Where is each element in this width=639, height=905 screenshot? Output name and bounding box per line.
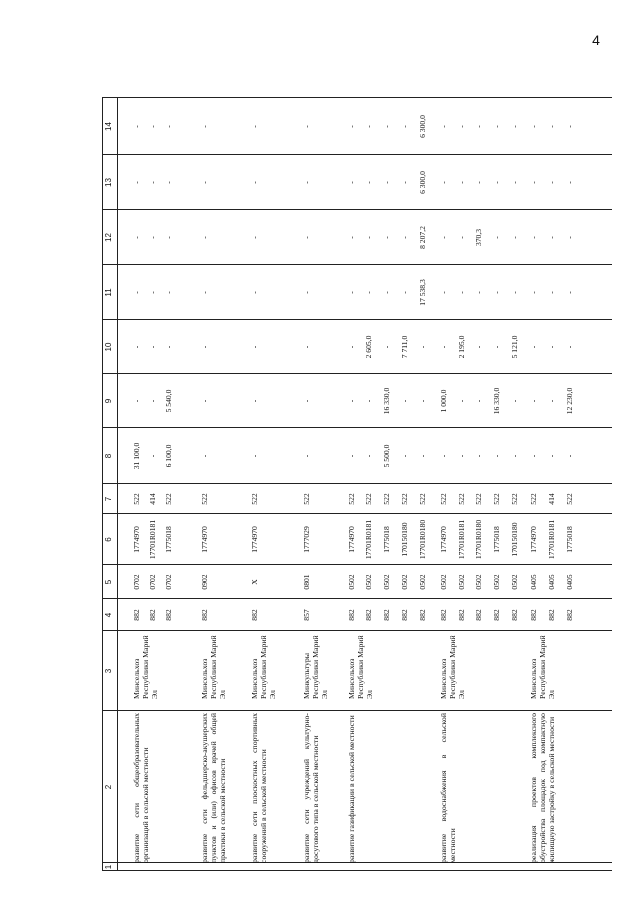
column-number: 6: [104, 537, 113, 542]
table-cell: -: [382, 345, 391, 349]
row-description: развитие сети общеобразовательных организаций в сельской местности: [132, 713, 151, 863]
table-cell: -: [364, 454, 373, 458]
table-cell: -: [457, 454, 466, 458]
table-cell: 414: [547, 493, 556, 505]
table-cell: -: [439, 236, 448, 239]
table-cell: 0405: [529, 574, 538, 590]
table-cell: 882: [347, 609, 356, 621]
table-cell: 1774970: [200, 526, 209, 553]
table-cell: -: [457, 236, 466, 239]
table-cell: -: [400, 291, 409, 294]
table-cell: -: [382, 236, 391, 239]
row-description: развитие сети учреждений культурно-досугового типа в сельской местности: [302, 713, 321, 863]
column-number: 4: [104, 612, 113, 618]
table-cell: -: [565, 181, 574, 184]
table-cell: 522: [418, 493, 427, 505]
row-description: развитие газификации в сельской местности: [347, 715, 356, 863]
table-cell: -: [400, 236, 409, 239]
table-cell: -: [200, 399, 209, 403]
table-cell: -: [382, 125, 391, 128]
table-cell: -: [474, 125, 483, 128]
table-cell: -: [132, 181, 141, 184]
table-cell: -: [148, 454, 157, 458]
table-cell: -: [347, 399, 356, 403]
table-cell: 882: [148, 609, 157, 621]
table-cell: 522: [132, 493, 141, 505]
table-cell: -: [418, 399, 427, 403]
row-executor: Минсельхоз Республики Марий Эл: [250, 635, 278, 699]
table-cell: 857: [302, 609, 311, 621]
table-cell: -: [200, 236, 209, 239]
table-cell: -: [200, 345, 209, 349]
table-cell: 522: [510, 493, 519, 505]
table-cell: 0502: [364, 574, 373, 590]
table-cell: -: [457, 125, 466, 128]
table-cell: 1775018: [565, 526, 574, 553]
table-cell: 31 100,0: [132, 442, 141, 470]
column-number: 3: [104, 668, 113, 674]
table-cell: -: [148, 236, 157, 239]
table-cell: -: [200, 291, 209, 294]
table-cell: -: [547, 236, 556, 239]
row-description: реализация проектов комплексного обустройства площадок под компактную жилищную застройку в сельской местности: [529, 713, 557, 863]
table-cell: -: [565, 345, 574, 349]
table-cell: 522: [200, 493, 209, 505]
table-cell: -: [250, 125, 259, 128]
table-cell: 1774970: [439, 526, 448, 553]
table-cell: 16 330,0: [492, 387, 501, 415]
row-executor: Минсельхоз Республики Марий Эл: [200, 635, 228, 699]
table-cell: 1 000,0: [439, 389, 448, 413]
column-number: 8: [104, 453, 113, 459]
table-cell: -: [565, 236, 574, 239]
row-description: развитие сети фельдшерско-акушерских пунктов и (или) офисов врачей общей практики в сельской местности: [200, 713, 228, 863]
table-cell: -: [148, 125, 157, 128]
table-cell: 522: [164, 493, 173, 505]
table-cell: 17701R0180: [474, 519, 483, 560]
table-cell: -: [474, 291, 483, 294]
column-number: 9: [104, 398, 113, 404]
column-number: 11: [104, 288, 113, 297]
table-cell: -: [418, 345, 427, 349]
table-cell: -: [529, 236, 538, 239]
table-cell: -: [529, 399, 538, 403]
column-divider: [102, 870, 612, 871]
table-cell: -: [164, 291, 173, 294]
table-cell: -: [547, 181, 556, 184]
table-cell: 522: [457, 493, 466, 505]
table-cell: -: [347, 181, 356, 184]
column-number: 14: [104, 122, 113, 131]
table-cell: -: [529, 345, 538, 349]
table-cell: 882: [132, 609, 141, 621]
table-cell: -: [474, 345, 483, 349]
table-cell: -: [400, 454, 409, 458]
table-cell: -: [364, 125, 373, 128]
table-cell: -: [364, 399, 373, 403]
table-cell: -: [457, 181, 466, 184]
table-cell: -: [492, 125, 501, 128]
row-description: развитие водоснабжения в сельской местности: [439, 713, 458, 863]
table-cell: -: [250, 345, 259, 349]
table-cell: -: [492, 345, 501, 349]
column-number: 1: [104, 864, 113, 870]
column-number: 7: [104, 496, 113, 502]
table-cell: 17701R0181: [364, 519, 373, 560]
table-cell: 0502: [439, 574, 448, 590]
column-number: 13: [104, 178, 113, 187]
table-cell: -: [492, 454, 501, 458]
table-cell: -: [400, 399, 409, 403]
table-cell: -: [510, 181, 519, 184]
table-cell: 882: [474, 609, 483, 621]
table-cell: -: [492, 236, 501, 239]
table-cell: 522: [302, 493, 311, 505]
table-cell: -: [164, 236, 173, 239]
table-cell: 0702: [132, 574, 141, 590]
table-cell: 0502: [457, 574, 466, 590]
table-cell: 882: [510, 609, 519, 621]
table-cell: -: [565, 291, 574, 294]
table-cell: -: [302, 125, 311, 128]
table-cell: -: [132, 399, 141, 403]
table-cell: -: [250, 236, 259, 239]
table-cell: 522: [382, 493, 391, 505]
table-cell: 1777029: [302, 526, 311, 553]
table-cell: -: [529, 125, 538, 128]
table-cell: -: [565, 125, 574, 128]
column-number: 10: [104, 342, 113, 352]
table-cell: -: [439, 181, 448, 184]
table-cell: 882: [457, 609, 466, 621]
table-cell: -: [439, 345, 448, 349]
table-cell: 522: [250, 493, 259, 505]
table-cell: 0801: [302, 574, 311, 590]
table-cell: 0405: [565, 574, 574, 590]
table-cell: -: [148, 399, 157, 403]
table-cell: -: [547, 291, 556, 294]
table-cell: 0502: [474, 574, 483, 590]
table-cell: 17 538,3: [418, 279, 427, 306]
table-cell: 522: [565, 493, 574, 505]
table-cell: 0502: [347, 574, 356, 590]
table-cell: 2 605,0: [364, 335, 373, 359]
table-cell: -: [457, 291, 466, 294]
table-cell: 5 540,0: [164, 389, 173, 413]
table-cell: 17701R0181: [457, 519, 466, 560]
table-cell: -: [474, 454, 483, 458]
table-cell: -: [547, 399, 556, 403]
table-cell: -: [347, 454, 356, 458]
table-cell: -: [148, 181, 157, 184]
table-cell: -: [164, 181, 173, 184]
table-cell: 882: [200, 609, 209, 621]
table-cell: 0702: [148, 574, 157, 590]
table-cell: -: [439, 291, 448, 294]
table-cell: 414: [148, 493, 157, 505]
table-cell: -: [382, 181, 391, 184]
table-cell: 882: [565, 609, 574, 621]
table-cell: 882: [400, 609, 409, 621]
table-cell: -: [382, 291, 391, 294]
table-cell: 0502: [510, 574, 519, 590]
table-cell: 522: [347, 493, 356, 505]
table-cell: 522: [400, 493, 409, 505]
row-executor: Минкультуры Республики Марий Эл: [302, 635, 330, 699]
table-cell: 1775018: [164, 526, 173, 553]
table-cell: 882: [250, 609, 259, 621]
table-cell: -: [364, 236, 373, 239]
table-cell: -: [132, 125, 141, 128]
table-cell: 882: [529, 609, 538, 621]
table-cell: -: [347, 291, 356, 294]
table-cell: -: [418, 454, 427, 458]
table-cell: -: [510, 291, 519, 294]
row-executor: Минсельхоз Республики Марий Эл: [439, 635, 467, 699]
table-cell: -: [492, 291, 501, 294]
table-cell: -: [164, 125, 173, 128]
table-cell: 6 100,0: [164, 444, 173, 468]
table-cell: 5 121,0: [510, 335, 519, 359]
table-cell: 1774970: [250, 526, 259, 553]
table-cell: 1775018: [492, 526, 501, 553]
column-divider: [102, 710, 612, 711]
table-cell: -: [547, 125, 556, 128]
table-cell: 170150180: [400, 522, 409, 557]
table-cell: -: [347, 125, 356, 128]
table-cell: -: [510, 236, 519, 239]
table-cell: 0502: [400, 574, 409, 590]
table-cell: 0902: [200, 574, 209, 590]
table-cell: -: [529, 454, 538, 458]
table-cell: 0502: [418, 574, 427, 590]
table-cell: -: [547, 454, 556, 458]
table-cell: 170150180: [510, 522, 519, 557]
table-cell: 882: [439, 609, 448, 621]
table-cell: 882: [364, 609, 373, 621]
table-cell: -: [250, 454, 259, 458]
table-cell: 882: [547, 609, 556, 621]
table-cell: -: [132, 345, 141, 349]
table-cell: 0405: [547, 574, 556, 590]
table-cell: -: [510, 454, 519, 458]
header-rule: [102, 98, 103, 871]
table-cell: -: [510, 125, 519, 128]
table-cell: -: [302, 181, 311, 184]
table-cell: -: [132, 236, 141, 239]
table-cell: 16 330,0: [382, 387, 391, 415]
page-number: 4: [592, 32, 600, 48]
table-cell: 882: [418, 609, 427, 621]
header-rule: [117, 98, 118, 871]
table-cell: -: [492, 181, 501, 184]
table-cell: -: [200, 181, 209, 184]
table-cell: 522: [439, 493, 448, 505]
table-cell: -: [250, 181, 259, 184]
table-cell: 1774970: [347, 526, 356, 553]
table-cell: -: [200, 125, 209, 128]
table-cell: 522: [364, 493, 373, 505]
table-cell: -: [474, 399, 483, 403]
table-cell: -: [439, 125, 448, 128]
table-cell: 882: [164, 609, 173, 621]
row-executor: Минсельхоз Республики Марий Эл: [132, 635, 160, 699]
table-cell: 17701R0180: [418, 519, 427, 560]
column-number: 5: [104, 579, 113, 585]
row-executor: Минсельхоз Республики Марий Эл: [347, 635, 375, 699]
table-cell: 370,3: [474, 228, 483, 247]
table-cell: -: [302, 291, 311, 294]
table-cell: -: [302, 236, 311, 239]
table-cell: 0502: [492, 574, 501, 590]
table-cell: -: [250, 291, 259, 294]
table-cell: -: [347, 236, 356, 239]
table-cell: -: [132, 291, 141, 294]
table-cell: 1775018: [382, 526, 391, 553]
table-cell: -: [364, 291, 373, 294]
table-cell: -: [302, 454, 311, 458]
row-executor: Минсельхоз Республики Марий Эл: [529, 635, 557, 699]
table-cell: -: [547, 345, 556, 349]
table-cell: -: [347, 345, 356, 349]
table-cell: -: [148, 291, 157, 294]
table-cell: -: [400, 125, 409, 128]
table-cell: -: [164, 345, 173, 349]
table-cell: -: [302, 345, 311, 349]
table-cell: 882: [382, 609, 391, 621]
table-cell: 1774970: [132, 526, 141, 553]
table-cell: 17701R0181: [547, 519, 556, 560]
table-cell: Х: [250, 579, 259, 585]
table-cell: -: [474, 181, 483, 184]
table-cell: -: [364, 181, 373, 184]
column-number: 2: [104, 784, 113, 790]
table-cell: 7 711,0: [400, 335, 409, 359]
rotated-table: [102, 35, 612, 871]
row-description: развитие сети плоскостных спортивных сооружений в сельской местности: [250, 713, 269, 863]
table-cell: 5 500,0: [382, 444, 391, 468]
table-cell: 522: [492, 493, 501, 505]
table-cell: 1774970: [529, 526, 538, 553]
table-cell: 0702: [164, 574, 173, 590]
table-cell: 8 207,2: [418, 226, 427, 249]
table-cell: -: [400, 181, 409, 184]
table-cell: -: [565, 454, 574, 458]
table-cell: 522: [474, 493, 483, 505]
table-cell: -: [302, 399, 311, 403]
table-cell: -: [529, 181, 538, 184]
table-cell: 882: [492, 609, 501, 621]
table-cell: 12 230,0: [565, 387, 574, 415]
column-number: 12: [104, 233, 113, 242]
table-cell: 0502: [382, 574, 391, 590]
table-cell: 6 300,0: [418, 115, 427, 138]
table-cell: -: [510, 399, 519, 403]
table-cell: -: [148, 345, 157, 349]
table-cell: -: [457, 399, 466, 403]
table-cell: -: [529, 291, 538, 294]
table-cell: 6 300,0: [418, 171, 427, 194]
table-cell: 2 195,0: [457, 335, 466, 359]
table-cell: -: [439, 454, 448, 458]
table-cell: -: [200, 454, 209, 458]
table-cell: -: [250, 399, 259, 403]
table-cell: 522: [529, 493, 538, 505]
table-cell: 17701R0181: [148, 519, 157, 560]
